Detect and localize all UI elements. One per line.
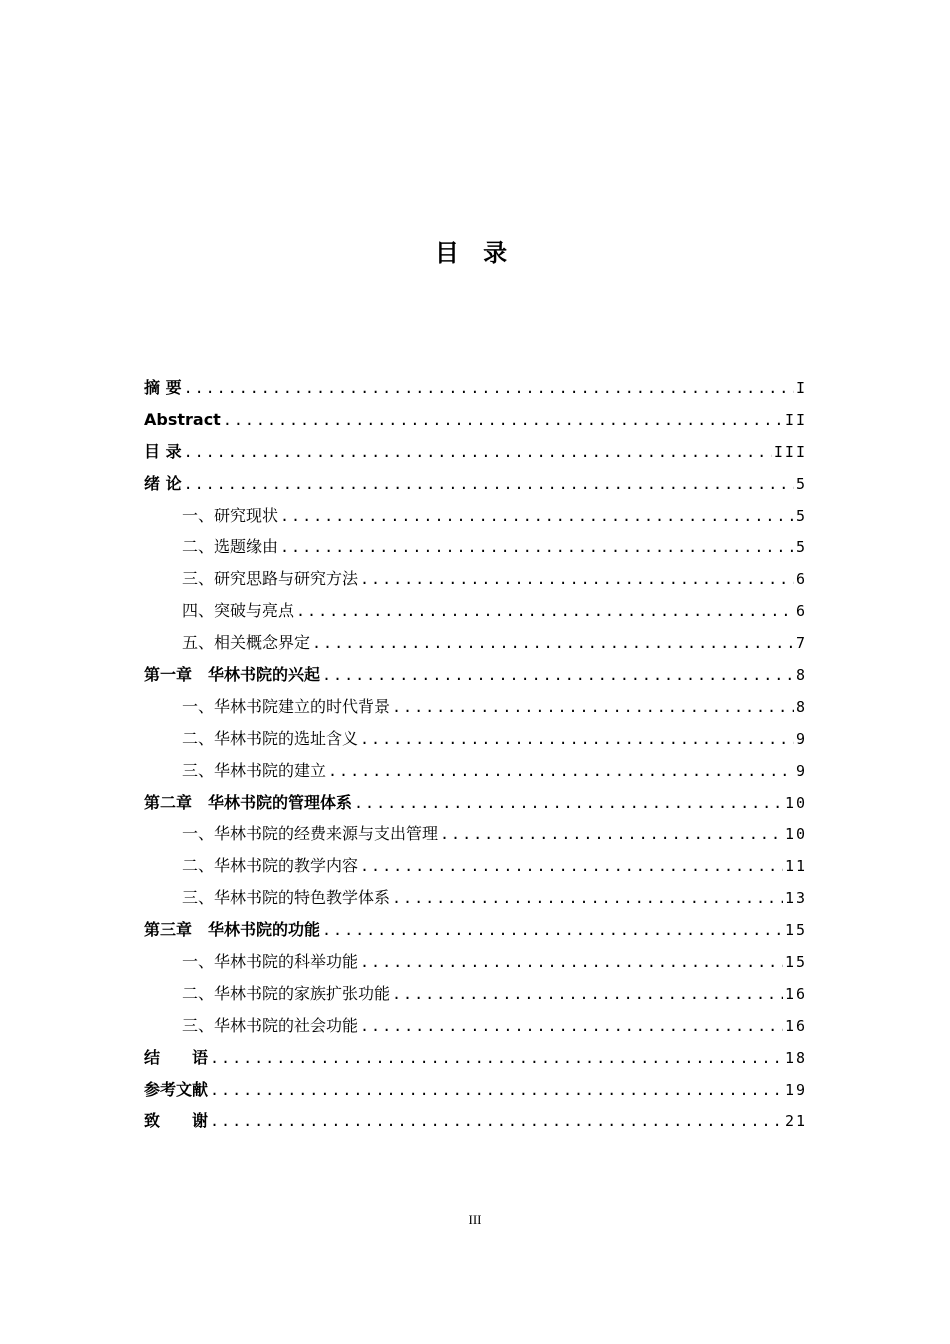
- toc-entry-page: 8: [795, 697, 807, 716]
- toc-entry-label: 五、相关概念界定: [182, 633, 311, 653]
- table-of-contents: [144, 372, 807, 1137]
- toc-entry[interactable]: [144, 914, 807, 946]
- toc-entry[interactable]: [144, 500, 807, 532]
- toc-entry-page: 16: [784, 984, 807, 1003]
- toc-entry[interactable]: [144, 627, 807, 659]
- toc-entry[interactable]: [144, 946, 807, 978]
- dot-leader: [280, 532, 794, 563]
- toc-entry-label: 目 录: [144, 441, 182, 461]
- toc-entry-page: 9: [795, 761, 807, 780]
- toc-entry-page: 6: [795, 602, 807, 621]
- toc-entry[interactable]: [144, 563, 807, 595]
- toc-entry-page: 5: [795, 506, 807, 525]
- dot-leader: [210, 1043, 783, 1074]
- dot-leader: [296, 596, 794, 627]
- toc-entry[interactable]: [144, 1010, 807, 1042]
- toc-entry-label: 第二章 华林书院的管理体系: [144, 792, 353, 812]
- toc-entry-label: 绪 论: [144, 473, 182, 493]
- toc-entry[interactable]: [144, 404, 807, 436]
- toc-entry-label: 三、研究思路与研究方法: [182, 569, 359, 589]
- toc-entry-label: 第一章 华林书院的兴起: [144, 665, 321, 685]
- dot-leader: [210, 1075, 783, 1106]
- toc-entry[interactable]: [144, 850, 807, 882]
- toc-entry-label: 三、华林书院的社会功能: [182, 1015, 359, 1035]
- toc-entry[interactable]: [144, 531, 807, 563]
- toc-entry-page: 5: [795, 538, 807, 557]
- toc-entry-label: 参考文献: [144, 1079, 209, 1099]
- dot-leader: [360, 1011, 783, 1042]
- page-title: 目 录: [434, 239, 516, 267]
- dot-leader: [322, 660, 794, 691]
- toc-entry-page: 6: [795, 570, 807, 589]
- toc-entry-label: 二、选题缘由: [182, 537, 279, 557]
- dot-leader: [184, 373, 794, 404]
- toc-entry-label: 一、研究现状: [182, 505, 279, 525]
- dot-leader: [223, 405, 783, 436]
- toc-entry-page: 13: [784, 889, 807, 908]
- toc-entry-label: 一、华林书院建立的时代背景: [182, 696, 391, 716]
- toc-entry-label: 四、突破与亮点: [182, 601, 295, 621]
- dot-leader: [392, 883, 783, 914]
- toc-entry-label: Abstract: [144, 409, 221, 429]
- toc-entry-page: 15: [784, 921, 807, 940]
- toc-entry[interactable]: [144, 818, 807, 850]
- toc-entry-label: 一、华林书院的科举功能: [182, 952, 359, 972]
- dot-leader: [392, 979, 783, 1010]
- dot-leader: [328, 756, 794, 787]
- toc-entry[interactable]: [144, 1105, 807, 1137]
- toc-entry-label: 摘 要: [144, 378, 182, 397]
- toc-entry-page: 8: [795, 666, 807, 685]
- dot-leader: [360, 724, 794, 755]
- toc-entry-page: 9: [795, 729, 807, 748]
- toc-entry-page: I: [795, 379, 807, 397]
- toc-entry-page: 15: [784, 953, 807, 972]
- toc-entry-page: 18: [784, 1048, 807, 1067]
- dot-leader: [354, 788, 783, 819]
- dot-leader: [360, 564, 794, 595]
- toc-entry-page: 16: [784, 1016, 807, 1035]
- dot-leader: [312, 628, 794, 659]
- dot-leader: [322, 915, 783, 946]
- toc-entry[interactable]: [144, 978, 807, 1010]
- dot-leader: [392, 692, 794, 723]
- toc-entry[interactable]: [144, 436, 807, 468]
- toc-entry[interactable]: [144, 595, 807, 627]
- toc-entry[interactable]: [144, 691, 807, 723]
- toc-entry[interactable]: [144, 659, 807, 691]
- toc-entry[interactable]: [144, 787, 807, 819]
- dot-leader: [280, 501, 794, 532]
- toc-entry-page: 10: [784, 825, 807, 844]
- toc-entry-label: 三、华林书院的特色教学体系: [182, 888, 391, 908]
- toc-entry-page: 7: [795, 634, 807, 653]
- dot-leader: [184, 437, 772, 468]
- toc-entry[interactable]: [144, 468, 807, 500]
- toc-entry-page: II: [784, 410, 807, 429]
- toc-entry-page: 21: [784, 1112, 807, 1131]
- toc-entry-page: 10: [784, 793, 807, 812]
- dot-leader: [184, 469, 794, 500]
- toc-entry-label: 三、华林书院的建立: [182, 760, 327, 780]
- dot-leader: [360, 851, 783, 882]
- toc-entry[interactable]: [144, 723, 807, 755]
- dot-leader: [360, 947, 783, 978]
- toc-entry-label: 二、华林书院的选址含义: [182, 728, 359, 748]
- toc-entry-page: 11: [784, 857, 807, 876]
- toc-entry-page: 5: [795, 474, 807, 493]
- dot-leader: [210, 1106, 783, 1137]
- toc-entry-label: 结 语: [144, 1047, 209, 1067]
- toc-entry-page: III: [773, 442, 807, 461]
- toc-entry[interactable]: [144, 755, 807, 787]
- toc-entry-label: 一、华林书院的经费来源与支出管理: [182, 824, 439, 844]
- toc-entry[interactable]: [144, 372, 807, 404]
- toc-entry-label: 二、华林书院的家族扩张功能: [182, 983, 391, 1003]
- toc-entry[interactable]: [144, 1042, 807, 1074]
- toc-entry-label: 二、华林书院的教学内容: [182, 856, 359, 876]
- toc-entry[interactable]: [144, 882, 807, 914]
- page-number-footer: III: [468, 1212, 482, 1227]
- toc-entry-page: 19: [784, 1080, 807, 1099]
- toc-entry[interactable]: [144, 1074, 807, 1106]
- dot-leader: [440, 819, 783, 850]
- toc-entry-label: 致 谢: [144, 1111, 209, 1131]
- toc-entry-label: 第三章 华林书院的功能: [144, 920, 321, 940]
